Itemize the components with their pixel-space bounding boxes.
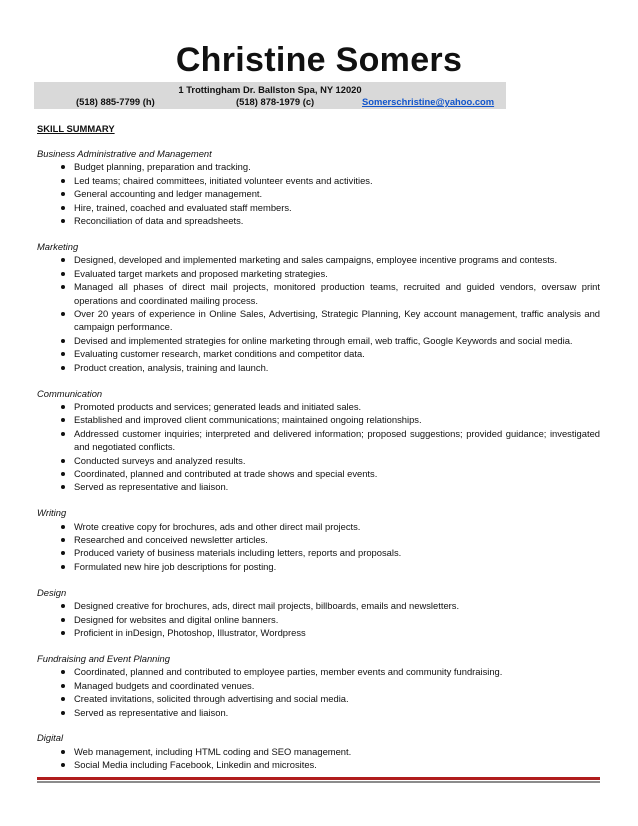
list-item: Proficient in inDesign, Photoshop, Illustrator, Wordpress (37, 626, 600, 639)
list-item: Researched and conceived newsletter articles. (37, 533, 600, 546)
list-item: Managed budgets and coordinated venues. (37, 679, 600, 692)
candidate-name: Christine Somers (175, 41, 463, 79)
list-item: Conducted surveys and analyzed results. (37, 454, 600, 467)
bullet-list (37, 599, 600, 639)
phone-row (34, 96, 506, 108)
list-item: Devised and implemented strategies for online marketing through email, web traffic, Google Keywords and social media. (37, 334, 600, 347)
skill-summary-heading: SKILL SUMMARY (37, 123, 115, 134)
list-item: Reconciliation of data and spreadsheets. (37, 214, 600, 227)
list-item: Evaluating customer research, market conditions and competitor data. (37, 347, 600, 360)
list-item: Hire, trained, coached and evaluated staff members. (37, 201, 600, 214)
bullet-list (37, 253, 600, 374)
list-item: Web management, including HTML coding and SEO management. (37, 745, 600, 758)
list-item: Formulated new hire job descriptions for posting. (37, 560, 600, 573)
bullet-list (37, 160, 600, 227)
skill-section (37, 240, 600, 374)
list-item: Managed all phases of direct mail projects, monitored production teams, recruited and guided vendors, oversaw print operations and coordinated mailing process. (37, 280, 600, 307)
section-title: Communication (37, 387, 103, 399)
section-title: Design (37, 586, 67, 598)
list-item: Coordinated, planned and contributed at trade shows and special events. (37, 467, 600, 480)
section-title: Business Administrative and Management (37, 148, 212, 159)
list-item: Led teams; chaired committees, initiated volunteer events and activities. (37, 174, 600, 187)
section-title: Fundraising and Event Planning (37, 652, 170, 664)
list-item: Evaluated target markets and proposed marketing strategies. (37, 267, 600, 280)
cell-phone: (518) 878-1979 (c) (236, 96, 315, 107)
address: 1 Trottingham Dr. Ballston Spa, NY 12020 (178, 84, 362, 95)
list-item: Promoted products and services; generated leads and initiated sales. (37, 400, 600, 413)
home-phone: (518) 885-7799 (h) (76, 96, 155, 107)
list-item: Established and improved client communications; maintained ongoing relationships. (37, 413, 600, 426)
skill-section (37, 731, 600, 771)
section-title: Marketing (37, 240, 79, 252)
list-item: Addressed customer inquiries; interpreted and delivered information; proposed suggestions; provided guidance; investigated and negotiated conflicts. (37, 427, 600, 454)
skill-section (37, 652, 600, 719)
contact-bar (34, 82, 506, 109)
bullet-list (37, 665, 600, 719)
list-item: Designed creative for brochures, ads, direct mail projects, billboards, emails and newsletters. (37, 599, 600, 612)
list-item: Produced variety of business materials including letters, reports and proposals. (37, 546, 600, 559)
list-item: Coordinated, planned and contributed to employee parties, member events and community fundraising. (37, 665, 600, 678)
email-link[interactable]: Somerschristine@yahoo.com (362, 96, 495, 107)
skill-section (37, 147, 600, 227)
list-item: Social Media including Facebook, Linkedin and microsites. (37, 758, 600, 771)
list-item: Designed for websites and digital online banners. (37, 613, 600, 626)
footer-rule-gray (37, 781, 600, 783)
list-item: Product creation, analysis, training and launch. (37, 361, 600, 374)
skill-section (37, 387, 600, 494)
bullet-list (37, 520, 600, 574)
list-item: Served as representative and liaison. (37, 480, 600, 493)
list-item: General accounting and ledger management. (37, 187, 600, 200)
bullet-list (37, 745, 600, 772)
skill-summary-content (37, 147, 600, 784)
list-item: Designed, developed and implemented marketing and sales campaigns, employee incentive programs and contests. (37, 253, 600, 266)
section-title: Digital (37, 732, 64, 744)
list-item: Wrote creative copy for brochures, ads and other direct mail projects. (37, 520, 600, 533)
skill-section (37, 506, 600, 573)
section-title: Writing (37, 507, 67, 519)
bullet-list (37, 400, 600, 494)
list-item: Served as representative and liaison. (37, 706, 600, 719)
list-item: Created invitations, solicited through advertising and social media. (37, 692, 600, 705)
list-item: Over 20 years of experience in Online Sales, Advertising, Strategic Planning, Key account management, traffic analysis and campaign performance. (37, 307, 600, 334)
skill-section (37, 586, 600, 640)
list-item: Budget planning, preparation and tracking. (37, 160, 600, 173)
footer-rule-red (37, 777, 600, 780)
